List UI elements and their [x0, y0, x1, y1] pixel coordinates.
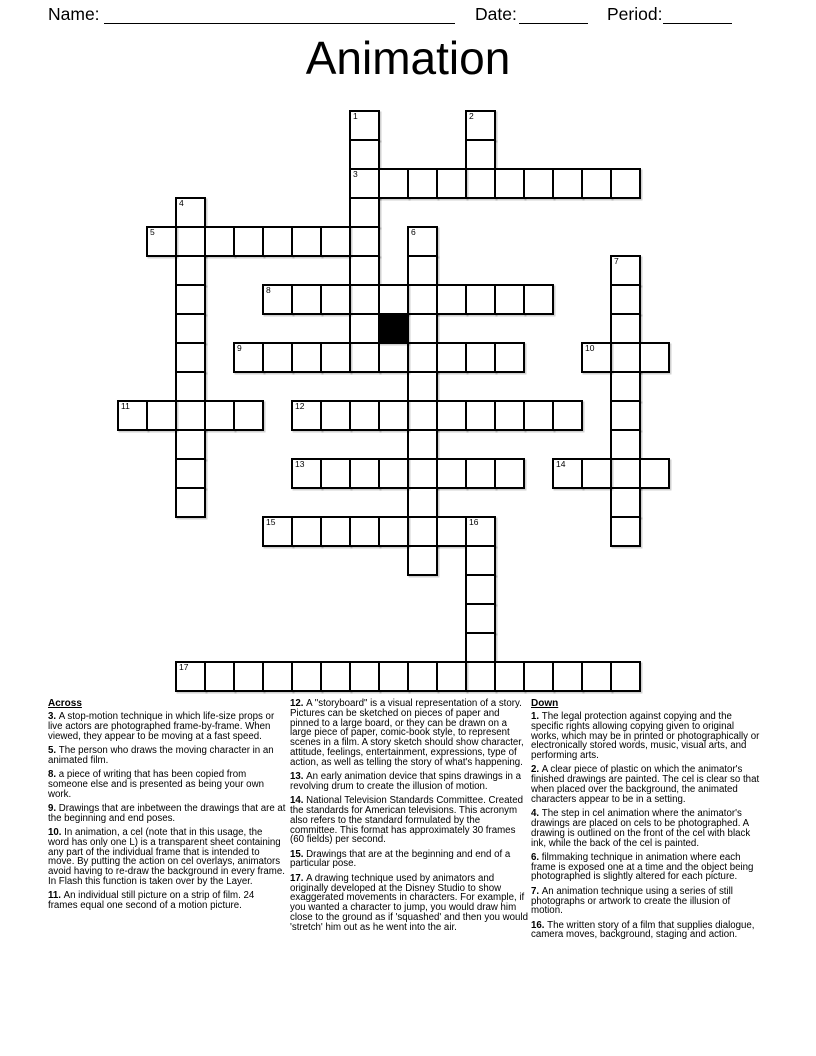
clue-6: 6. filmmaking technique in animation where each frame is exposed one at a time and the object being photographed is slightly altered for each picture. — [531, 851, 754, 883]
cell-number: 6 — [411, 227, 416, 237]
grid-cell-r6-c13[interactable] — [494, 284, 525, 315]
grid-cell-r4-c8[interactable] — [349, 226, 380, 257]
cell-number: 8 — [266, 285, 271, 295]
grid-cell-r19-c15[interactable] — [552, 661, 583, 692]
grid-cell-r6-c14[interactable] — [523, 284, 554, 315]
grid-cell-r19-c10[interactable] — [407, 661, 438, 692]
grid-cell-r12-c12[interactable] — [465, 458, 496, 489]
grid-cell-r8-c6[interactable] — [291, 342, 322, 373]
grid-cell-r1-c8[interactable] — [349, 139, 380, 170]
puzzle-title: Animation — [305, 32, 511, 84]
grid-cell-r2-c10[interactable] — [407, 168, 438, 199]
grid-cell-r6-c17[interactable] — [610, 284, 641, 315]
grid-cell-r13-c10[interactable] — [407, 487, 438, 518]
grid-cell-r2-c11[interactable] — [436, 168, 467, 199]
grid-cell-r15-c10[interactable] — [407, 545, 438, 576]
grid-cell-r18-c12[interactable] — [465, 632, 496, 663]
clue-16: 16. The written story of a film that supplies dialogue, camera moves, background, staging and action. — [531, 919, 755, 941]
clue-2: 2. A clear piece of plastic on which the animator's finished drawings are painted. The cel is clear so that when placed over the background, the animated characters appear to be in a setting. — [531, 764, 760, 805]
clue-number-label: 16. — [531, 919, 548, 931]
grid-cell-r4-c6[interactable] — [291, 226, 322, 257]
clue-12: 12. A "storyboard" is a visual representation of a story. Pictures can be sketched on pieces of paper and pinned to a large board, or they can be drawn on a large piece of paper, comic-book style, to represent scenes in a film. A story sketch should show character, attitude, feelings, entertainment, expressions, type of action, as well as telling the story of what's happening. — [290, 698, 524, 768]
grid-cell-r2-c12[interactable] — [465, 168, 496, 199]
grid-cell-r6-c8[interactable] — [349, 284, 380, 315]
grid-cell-r2-c15[interactable] — [552, 168, 583, 199]
grid-cell-r19-c6[interactable] — [291, 661, 322, 692]
clue-10: 10. In animation, a cel (note that in this usage, the word has only one L) is a transparent sheet containing any part of the individual frame that is intended to move. By putting the action on cel overlays, animators avoid having to re-draw the background in every frame. In Flash this function is taken over by the Layer. — [48, 826, 285, 887]
date-blank-field[interactable] — [519, 5, 588, 24]
grid-cell-r8-c11[interactable] — [436, 342, 467, 373]
black-cell — [378, 313, 409, 344]
grid-cell-r14-c12[interactable] — [465, 516, 496, 547]
grid-cell-r4-c2[interactable] — [175, 226, 206, 257]
cell-number: 16 — [469, 517, 479, 527]
grid-cell-r2-c16[interactable] — [581, 168, 612, 199]
grid-cell-r16-c12[interactable] — [465, 574, 496, 605]
across-clues-column-1 — [48, 699, 286, 915]
grid-cell-r9-c10[interactable] — [407, 371, 438, 402]
clue-5: 5. The person who draws the moving character in an animated film. — [48, 744, 274, 766]
grid-cell-r17-c12[interactable] — [465, 603, 496, 634]
grid-cell-r8-c16[interactable] — [581, 342, 612, 373]
grid-cell-r8-c17[interactable] — [610, 342, 641, 373]
clue-number-label: 10. — [48, 826, 65, 838]
grid-cell-r6-c6[interactable] — [291, 284, 322, 315]
across-clue-list-1 — [48, 712, 286, 911]
grid-cell-r12-c17[interactable] — [610, 458, 641, 489]
clue-number-label: 8. — [48, 768, 59, 780]
grid-cell-r9-c2[interactable] — [175, 371, 206, 402]
cell-number: 1 — [353, 111, 358, 121]
grid-cell-r5-c2[interactable] — [175, 255, 206, 286]
grid-cell-r7-c10[interactable] — [407, 313, 438, 344]
clue-number-label: 13. — [290, 771, 307, 783]
grid-cell-r2-c8[interactable] — [349, 168, 380, 199]
cell-number: 14 — [556, 459, 566, 469]
down-clue-list — [531, 712, 764, 940]
grid-cell-r11-c10[interactable] — [407, 429, 438, 460]
cell-number: 12 — [295, 401, 305, 411]
grid-cell-r10-c0[interactable] — [117, 400, 148, 431]
grid-cell-r12-c11[interactable] — [436, 458, 467, 489]
period-label: Period: — [607, 4, 663, 24]
grid-cell-r2-c9[interactable] — [378, 168, 409, 199]
grid-cell-r12-c7[interactable] — [320, 458, 351, 489]
grid-cell-r14-c11[interactable] — [436, 516, 467, 547]
clue-number-label: 17. — [290, 872, 307, 884]
grid-cell-r0-c12[interactable] — [465, 110, 496, 141]
grid-cell-r14-c5[interactable] — [262, 516, 293, 547]
clue-number-label: 3. — [48, 711, 59, 722]
grid-cell-r8-c7[interactable] — [320, 342, 351, 373]
clue-number-label: 1. — [531, 711, 542, 722]
grid-cell-r19-c4[interactable] — [233, 661, 264, 692]
across-heading: Across — [48, 698, 82, 709]
grid-cell-r4-c1[interactable] — [146, 226, 177, 257]
across-clue-list-2 — [290, 699, 528, 933]
clue-number-label: 7. — [531, 885, 542, 897]
down-heading: Down — [531, 698, 559, 709]
grid-cell-r19-c12[interactable] — [465, 661, 496, 692]
grid-cell-r14-c9[interactable] — [378, 516, 409, 547]
grid-cell-r10-c12[interactable] — [465, 400, 496, 431]
grid-cell-r13-c2[interactable] — [175, 487, 206, 518]
grid-cell-r10-c8[interactable] — [349, 400, 380, 431]
grid-cell-r3-c2[interactable] — [175, 197, 206, 228]
grid-cell-r10-c15[interactable] — [552, 400, 583, 431]
down-clues-column — [531, 699, 764, 945]
grid-cell-r12-c13[interactable] — [494, 458, 525, 489]
clue-9: 9. Drawings that are inbetween the drawings that are at the beginning and end poses. — [48, 802, 286, 824]
grid-cell-r8-c18[interactable] — [639, 342, 670, 373]
clue-number-label: 2. — [531, 764, 542, 776]
grid-cell-r12-c2[interactable] — [175, 458, 206, 489]
grid-cell-r4-c7[interactable] — [320, 226, 351, 257]
clue-8: 8. a piece of writing that has been copied from someone else and is presented as being your own work. — [48, 768, 264, 800]
grid-cell-r6-c9[interactable] — [378, 284, 409, 315]
grid-cell-r2-c17[interactable] — [610, 168, 641, 199]
grid-cell-r10-c13[interactable] — [494, 400, 525, 431]
grid-cell-r12-c18[interactable] — [639, 458, 670, 489]
grid-cell-r10-c9[interactable] — [378, 400, 409, 431]
cell-number: 5 — [150, 227, 155, 237]
clue-3: 3. A stop-motion technique in which life-size props or live actors are photographed frame-by-frame. When viewed, they appear to be moving at a fast speed. — [48, 711, 275, 742]
grid-cell-r8-c4[interactable] — [233, 342, 264, 373]
grid-cell-r4-c5[interactable] — [262, 226, 293, 257]
grid-cell-r14-c17[interactable] — [610, 516, 641, 547]
grid-cell-r19-c11[interactable] — [436, 661, 467, 692]
across-clues-column-2 — [290, 699, 528, 937]
name-label: Name: — [48, 4, 100, 24]
grid-cell-r6-c5[interactable] — [262, 284, 293, 315]
grid-cell-r5-c17[interactable] — [610, 255, 641, 286]
clue-number-label: 9. — [48, 802, 59, 814]
grid-cell-r4-c3[interactable] — [204, 226, 235, 257]
grid-cell-r12-c10[interactable] — [407, 458, 438, 489]
grid-cell-r14-c7[interactable] — [320, 516, 351, 547]
grid-cell-r19-c9[interactable] — [378, 661, 409, 692]
grid-cell-r8-c13[interactable] — [494, 342, 525, 373]
cell-number: 11 — [121, 401, 130, 411]
clue-number-label: 11. — [48, 890, 64, 902]
grid-cell-r4-c10[interactable] — [407, 226, 438, 257]
clue-number-label: 5. — [48, 744, 59, 756]
grid-cell-r5-c10[interactable] — [407, 255, 438, 286]
grid-cell-r10-c3[interactable] — [204, 400, 235, 431]
grid-cell-r10-c1[interactable] — [146, 400, 177, 431]
clue-11: 11. An individual still picture on a strip of film. 24 frames equal one second of a motion picture. — [48, 890, 255, 912]
grid-cell-r19-c7[interactable] — [320, 661, 351, 692]
cell-number: 7 — [614, 256, 619, 266]
grid-cell-r10-c14[interactable] — [523, 400, 554, 431]
grid-cell-r8-c5[interactable] — [262, 342, 293, 373]
grid-cell-r12-c8[interactable] — [349, 458, 380, 489]
grid-cell-r19-c3[interactable] — [204, 661, 235, 692]
grid-cell-r5-c8[interactable] — [349, 255, 380, 286]
clue-7: 7. An animation technique using a series of still photographs or artwork to create the illusion of motion. — [531, 885, 733, 917]
grid-cell-r6-c11[interactable] — [436, 284, 467, 315]
grid-cell-r1-c12[interactable] — [465, 139, 496, 170]
grid-cell-r19-c13[interactable] — [494, 661, 525, 692]
grid-cell-r2-c14[interactable] — [523, 168, 554, 199]
grid-cell-r8-c9[interactable] — [378, 342, 409, 373]
grid-cell-r10-c2[interactable] — [175, 400, 206, 431]
clue-number-label: 15. — [290, 848, 307, 860]
grid-cell-r19-c8[interactable] — [349, 661, 380, 692]
grid-cell-r19-c14[interactable] — [523, 661, 554, 692]
date-label: Date: — [475, 4, 517, 24]
grid-cell-r8-c10[interactable] — [407, 342, 438, 373]
grid-cell-r12-c9[interactable] — [378, 458, 409, 489]
grid-cell-r10-c11[interactable] — [436, 400, 467, 431]
cell-number: 17 — [179, 662, 189, 672]
grid-cell-r8-c8[interactable] — [349, 342, 380, 373]
grid-cell-r14-c6[interactable] — [291, 516, 322, 547]
grid-cell-r12-c16[interactable] — [581, 458, 612, 489]
cell-number: 9 — [237, 343, 242, 353]
name-blank-field[interactable] — [104, 5, 455, 24]
clue-14: 14. National Television Standards Committee. Created the standards for American televisions. This acronym also refers to the standard formulated by the committee. This format has approximately 30 frames (60 fields) per second. — [290, 795, 523, 846]
cell-number: 4 — [179, 198, 184, 208]
grid-cell-r4-c4[interactable] — [233, 226, 264, 257]
grid-cell-r10-c4[interactable] — [233, 400, 264, 431]
clue-number-label: 6. — [531, 851, 542, 863]
clue-number-label: 4. — [531, 808, 542, 820]
grid-cell-r19-c17[interactable] — [610, 661, 641, 692]
grid-cell-r14-c8[interactable] — [349, 516, 380, 547]
grid-cell-r6-c2[interactable] — [175, 284, 206, 315]
grid-cell-r10-c10[interactable] — [407, 400, 438, 431]
grid-cell-r8-c12[interactable] — [465, 342, 496, 373]
cell-number: 13 — [295, 459, 305, 469]
grid-cell-r10-c17[interactable] — [610, 400, 641, 431]
grid-cell-r7-c8[interactable] — [349, 313, 380, 344]
grid-cell-r8-c2[interactable] — [175, 342, 206, 373]
clue-number-label: 14. — [290, 795, 307, 807]
grid-cell-r6-c12[interactable] — [465, 284, 496, 315]
cell-number: 15 — [266, 517, 276, 527]
clue-number-label: 12. — [290, 698, 307, 709]
grid-cell-r19-c2[interactable] — [175, 661, 206, 692]
grid-cell-r0-c8[interactable] — [349, 110, 380, 141]
grid-cell-r19-c16[interactable] — [581, 661, 612, 692]
clue-13: 13. An early animation device that spins drawings in a revolving drum to create the illusion of motion. — [290, 771, 522, 792]
clue-15: 15. Drawings that are at the beginning and end of a particular pose. — [290, 848, 511, 870]
grid-cell-r2-c13[interactable] — [494, 168, 525, 199]
grid-cell-r10-c7[interactable] — [320, 400, 351, 431]
grid-cell-r15-c12[interactable] — [465, 545, 496, 576]
clue-17: 17. A drawing technique used by animators and originally developed at the Disney Studio to show exaggerated movements in characters. For example, if you wanted a character to jump, you would draw him close to the ground as if 'squashed' and then you would 'stretch' him out as he went into the air. — [290, 872, 528, 933]
cell-number: 2 — [469, 111, 474, 121]
period-blank-field[interactable] — [663, 5, 732, 24]
grid-cell-r6-c10[interactable] — [407, 284, 438, 315]
grid-cell-r12-c15[interactable] — [552, 458, 583, 489]
clue-4: 4. The step in cel animation where the animator's drawings are placed on cels to be photographed. A drawing is outlined on the front of the cel with black ink, while the back of the cel is painted. — [531, 808, 751, 849]
grid-cell-r11-c17[interactable] — [610, 429, 641, 460]
crossword-grid — [117, 110, 699, 692]
grid-cell-r13-c17[interactable] — [610, 487, 641, 518]
grid-cell-r7-c17[interactable] — [610, 313, 641, 344]
grid-cell-r7-c2[interactable] — [175, 313, 206, 344]
grid-cell-r11-c2[interactable] — [175, 429, 206, 460]
clue-1: 1. The legal protection against copying and the specific rights allowing copying given to original works, which may be in printed or photographically or electronically stored words, music, visual arts, and performing arts. — [531, 711, 760, 762]
grid-cell-r9-c17[interactable] — [610, 371, 641, 402]
grid-cell-r3-c8[interactable] — [349, 197, 380, 228]
grid-cell-r6-c7[interactable] — [320, 284, 351, 315]
grid-cell-r10-c6[interactable] — [291, 400, 322, 431]
cell-number: 3 — [353, 169, 358, 179]
cell-number: 10 — [585, 343, 595, 353]
grid-cell-r12-c6[interactable] — [291, 458, 322, 489]
grid-cell-r19-c5[interactable] — [262, 661, 293, 692]
grid-cell-r14-c10[interactable] — [407, 516, 438, 547]
